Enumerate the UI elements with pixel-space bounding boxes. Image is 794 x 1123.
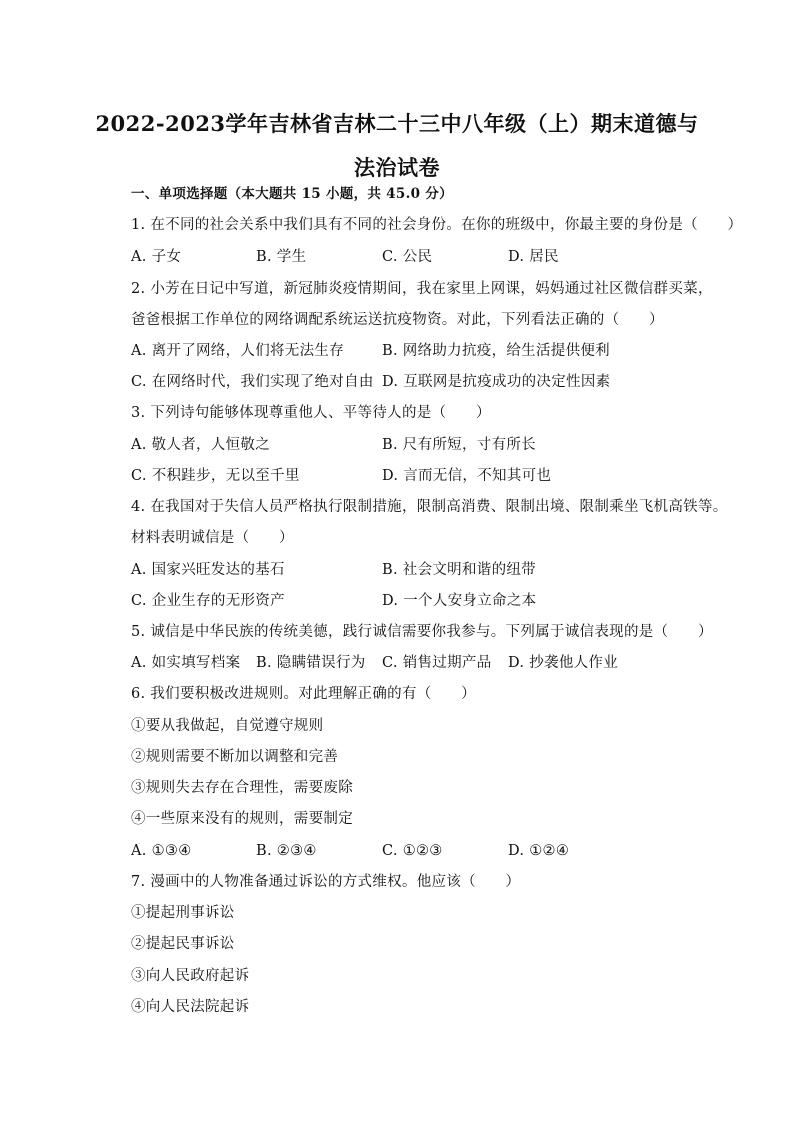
q6-option-b: B. ②③④ <box>256 843 317 859</box>
q4-option-a: A. 国家兴旺发达的基石 <box>131 562 285 578</box>
question-4-stem-line1: 4. 在我国对于失信人员严格执行限制措施，限制高消费、限制出境、限制乘坐飞机高铁等。 <box>131 499 728 515</box>
q4-option-b: B. 社会文明和谐的纽带 <box>382 562 536 578</box>
q1-option-a: A. 子女 <box>131 249 182 265</box>
q7-statement-4: ④向人民法院起诉 <box>131 999 250 1015</box>
q6-option-a: A. ①③④ <box>131 843 192 859</box>
question-1-stem: 1. 在不同的社会关系中我们具有不同的社会身份。在你的班级中，你最主要的身份是（ ） <box>131 217 743 233</box>
question-2-stem-line1: 2. 小芳在日记中写道，新冠肺炎疫情期间，我在家里上网课，妈妈通过社区微信群买菜， <box>131 281 713 297</box>
q6-option-d: D. ①②④ <box>508 843 570 859</box>
q6-statement-3: ③规则失去存在合理性，需要废除 <box>131 780 353 796</box>
q5-option-c: C. 销售过期产品 <box>382 655 492 671</box>
q6-statement-2: ②规则需要不断加以调整和完善 <box>131 749 339 765</box>
q7-statement-3: ③向人民政府起诉 <box>131 968 250 984</box>
q3-option-d: D. 言而无信，不知其可也 <box>382 468 552 484</box>
q2-option-b: B. 网络助力抗疫，给生活提供便利 <box>382 343 610 359</box>
question-4-stem-line2: 材料表明诚信是（ ） <box>131 530 294 546</box>
q4-option-d: D. 一个人安身立命之本 <box>382 593 537 609</box>
question-3-stem: 3. 下列诗句能够体现尊重他人、平等待人的是（ ） <box>131 405 491 421</box>
q2-option-a: A. 离开了网络，人们将无法生存 <box>131 343 344 359</box>
question-7-stem: 7. 漫画中的人物准备通过诉讼的方式维权。他应该（ ） <box>131 874 521 890</box>
question-2-stem-line2: 爸爸根据工作单位的网络调配系统运送抗疫物资。对此，下列看法正确的（ ） <box>131 312 664 328</box>
q5-option-d: D. 抄袭他人作业 <box>508 655 619 671</box>
q1-option-c: C. 公民 <box>382 249 433 265</box>
q3-option-a: A. 敬人者，人恒敬之 <box>131 437 270 453</box>
q6-option-c: C. ①②③ <box>382 843 443 859</box>
q4-option-c: C. 企业生存的无形资产 <box>131 593 285 609</box>
q7-statement-2: ②提起民事诉讼 <box>131 936 235 952</box>
question-5-stem: 5. 诚信是中华民族的传统美德，践行诚信需要你我参与。下列属于诚信表现的是（ ） <box>131 624 713 640</box>
q6-statement-1: ①要从我做起，自觉遵守规则 <box>131 718 324 734</box>
q2-option-c: C. 在网络时代，我们实现了绝对自由 <box>131 374 374 390</box>
q3-option-b: B. 尺有所短，寸有所长 <box>382 437 536 453</box>
q3-option-c: C. 不积跬步，无以至千里 <box>131 468 300 484</box>
section-heading: 一、单项选择题（本大题共 15 小题，共 45.0 分） <box>131 186 453 202</box>
q6-statement-4: ④一些原来没有的规则，需要制定 <box>131 811 353 827</box>
question-6-stem: 6. 我们要积极改进规则。对此理解正确的有（ ） <box>131 686 476 702</box>
q5-option-b: B. 隐瞒错误行为 <box>256 655 366 671</box>
q2-option-d: D. 互联网是抗疫成功的决定性因素 <box>382 374 611 390</box>
page-title: 2022-2023学年吉林省吉林二十三中八年级（上）期末道德与法治试卷 <box>95 111 699 180</box>
q7-statement-1: ①提起刑事诉讼 <box>131 905 235 921</box>
q1-option-d: D. 居民 <box>508 249 559 265</box>
q5-option-a: A. 如实填写档案 <box>131 655 241 671</box>
q1-option-b: B. 学生 <box>256 249 307 265</box>
